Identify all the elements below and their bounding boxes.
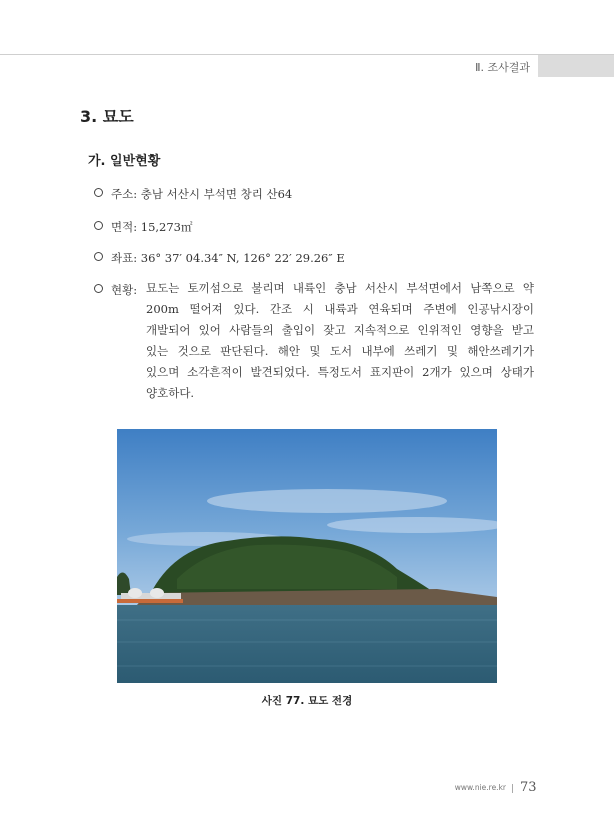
chapter-tab bbox=[538, 55, 614, 77]
island-photo-image bbox=[117, 429, 497, 683]
coordinates-row bbox=[94, 250, 345, 266]
bullet-circle-icon bbox=[94, 252, 103, 261]
status-line: 묘도는 토끼섬으로 불리며 내륙인 충남 서산시 부석면에서 남쪽으로 약 bbox=[146, 281, 534, 295]
coordinates-text: 좌표: 36° 37′ 04.34″ N, 126° 22′ 29.26″ E bbox=[111, 251, 345, 265]
status-line: 200m 떨어져 있다. 간조 시 내륙과 연육되며 주변에 인공낚시장이 bbox=[146, 302, 534, 316]
bullet-circle-icon bbox=[94, 188, 103, 197]
area-row bbox=[94, 219, 193, 235]
status-line: 양호하다. bbox=[146, 386, 195, 400]
photo-caption: 사진 77. 묘도 전경 bbox=[261, 695, 353, 707]
header-rule bbox=[0, 54, 614, 55]
status-label: 현황: bbox=[111, 283, 138, 297]
status-line: 있는 것으로 판단된다. 해안 및 도서 내부에 쓰레기 및 해안쓰레기가 bbox=[146, 344, 534, 358]
address-text: 주소: 충남 서산시 부석면 창리 산64 bbox=[111, 187, 293, 201]
page-number: 73 bbox=[520, 780, 537, 795]
section-title: 3. 묘도 bbox=[80, 107, 134, 126]
bullet-circle-icon bbox=[94, 221, 103, 230]
island-photo bbox=[117, 429, 497, 683]
address-row bbox=[94, 186, 292, 202]
area-text: 면적: 15,273㎡ bbox=[111, 220, 193, 234]
footer-separator bbox=[512, 784, 513, 793]
chapter-label: Ⅱ. 조사결과 bbox=[475, 61, 530, 74]
bullet-circle-icon bbox=[94, 284, 103, 293]
page-header bbox=[0, 0, 614, 76]
subsection-title: 가. 일반현황 bbox=[88, 154, 161, 169]
status-paragraph bbox=[146, 282, 534, 408]
status-label-row bbox=[94, 282, 137, 298]
status-line: 있으며 소각흔적이 발견되었다. 특정도서 표지판이 2개가 있으며 상태가 bbox=[146, 365, 534, 379]
status-line: 개발되어 있어 사람들의 출입이 잦고 지속적으로 인위적인 영향을 받고 bbox=[146, 323, 534, 337]
footer-url: www.nie.re.kr bbox=[454, 783, 506, 792]
